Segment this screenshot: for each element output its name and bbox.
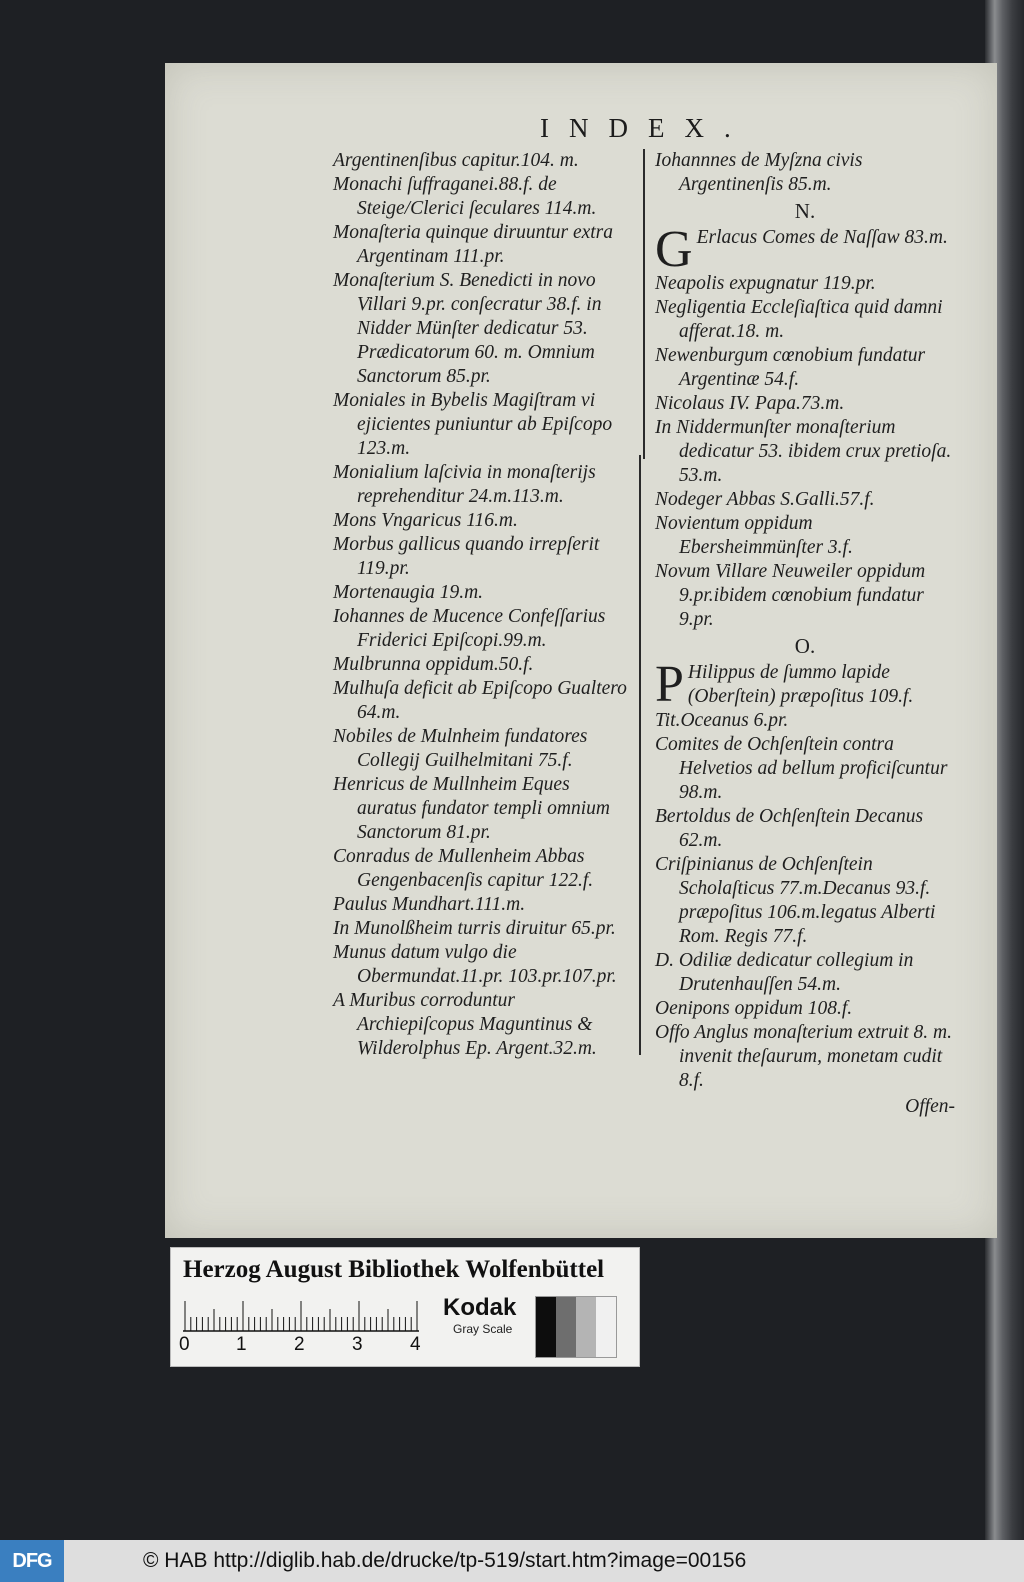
index-entry: Mortenaugia 19.m. bbox=[333, 582, 484, 603]
index-entry: Nodeger Abbas S.Galli.57.f. bbox=[655, 489, 875, 510]
index-entry: Criſpinianus de Ochſenſtein Scholaſticus 77.m.Decanus 93.f. præpoſitus 106.m.legatus Alberti Rom. Regis 77.f. bbox=[655, 854, 936, 947]
index-entry: Monaſterium S. Benedicti in novo Villari 9.pr. conſecratur 38.f. in Nidder Münſter dedicatur 53. Prædicatorum 60. m. Omnium Sanctorum 85.pr. bbox=[333, 270, 602, 387]
index-entry: Paulus Mundhart.111.m. bbox=[333, 894, 526, 915]
gray-patch bbox=[556, 1297, 576, 1357]
index-entry-text: Hilippus de ſummo lapide (Oberſtein) præpoſitus 109.f. bbox=[687, 662, 914, 707]
index-entry: Munus datum vulgo die Obermundat.11.pr. 103.pr.107.pr. bbox=[333, 942, 617, 987]
index-entry bbox=[655, 656, 955, 713]
dfg-logo: DFG bbox=[0, 1540, 64, 1582]
index-entry: Iohannnes de Myſzna civis Argentinenſis 85.m. bbox=[655, 150, 863, 195]
gray-patch bbox=[576, 1297, 596, 1357]
gray-scale-strip bbox=[535, 1296, 617, 1358]
section-letter-o: O. bbox=[794, 634, 816, 658]
index-entry: Conradus de Mullenheim Abbas Gengenbacenſis capitur 122.f. bbox=[333, 846, 594, 891]
ruler-number: 1 bbox=[236, 1334, 247, 1355]
index-entry bbox=[655, 221, 955, 278]
index-entry: Mons Vngaricus 116.m. bbox=[333, 510, 518, 531]
kodak-logo: Kodak bbox=[443, 1294, 517, 1321]
index-entry: Novientum oppidum Ebersheimmünſter 3.f. bbox=[655, 513, 853, 558]
ruler-scale bbox=[183, 1298, 423, 1332]
column-divider bbox=[639, 455, 641, 1055]
index-entry: Henricus de Mullnheim Eques auratus fundator templi omnium Sanctorum 81.pr. bbox=[333, 774, 610, 843]
index-entry: Argentinenſibus capitur.104. m. bbox=[333, 150, 579, 171]
index-entry: Monachi ſuffraganei.88.f. de Steige/Clerici ſeculares 114.m. bbox=[333, 174, 597, 219]
index-entry: Mulhuſa deficit ab Epiſcopo Gualtero 64.m. bbox=[333, 678, 627, 723]
index-entry: Newenburgum cœnobium fundatur Argentinæ 54.f. bbox=[655, 345, 926, 390]
index-entry: Nicolaus IV. Papa.73.m. bbox=[655, 393, 845, 414]
catchword: Offen- bbox=[905, 1096, 955, 1117]
ruler-number: 2 bbox=[294, 1334, 305, 1355]
gray-patch bbox=[536, 1297, 556, 1357]
index-entry: Oenipons oppidum 108.f. bbox=[655, 998, 853, 1019]
column-divider bbox=[643, 149, 645, 459]
index-entry: Tit.Oceanus 6.pr. bbox=[655, 710, 789, 731]
index-entry: D. Odiliæ dedicatur collegium in Drutenhauſſen 54.m. bbox=[655, 950, 914, 995]
kodak-subtitle: Gray Scale bbox=[453, 1322, 513, 1336]
index-entry: Monaſteria quinque diruuntur extra Argentinam 111.pr. bbox=[333, 222, 614, 267]
drop-cap: P bbox=[655, 656, 684, 713]
index-entry: Monialium laſcivia in monaſterijs reprehenditur 24.m.113.m. bbox=[333, 462, 596, 507]
library-label-card bbox=[170, 1247, 640, 1367]
index-entry: Morbus gallicus quando irrepſerit 119.pr. bbox=[333, 534, 600, 579]
index-entry: Comites de Ochſenſtein contra Helvetios ad bellum proficiſcuntur 98.m. bbox=[655, 734, 948, 803]
page-title: INDEX. bbox=[540, 113, 751, 143]
index-entry: Offo Anglus monaſterium extruit 8. m. invenit theſaurum, monetam cudit 8.f. bbox=[655, 1022, 953, 1091]
ruler-numbers bbox=[179, 1334, 429, 1358]
index-entry: Negligentia Eccleſiaſtica quid damni afferat.18. m. bbox=[655, 297, 943, 342]
index-entry: Moniales in Bybelis Magiſtram vi ejicientes puniuntur ab Epiſcopo 123.m. bbox=[333, 390, 613, 459]
index-column-right bbox=[655, 149, 955, 1119]
drop-cap: G bbox=[655, 221, 693, 278]
index-entry: A Muribus corroduntur Archiepiſcopus Maguntinus & Wilderolphus Ep. Argent.32.m. bbox=[333, 990, 597, 1059]
index-entry: Novum Villare Neuweiler oppidum 9.pr.ibidem cœnobium fundatur 9.pr. bbox=[655, 561, 926, 630]
index-entry: Mulbrunna oppidum.50.f. bbox=[333, 654, 534, 675]
index-entry: Nobiles de Mulnheim fundatores Collegij Guilhelmitani 75.f. bbox=[333, 726, 588, 771]
index-entry-text: Erlacus Comes de Naſſaw 83.m. bbox=[696, 227, 948, 248]
scanned-page bbox=[165, 63, 997, 1238]
index-entry: Iohannes de Mucence Confeſſarius Friderici Epiſcopi.99.m. bbox=[333, 606, 606, 651]
gray-patch bbox=[596, 1297, 616, 1357]
footer-bar bbox=[0, 1540, 1024, 1582]
index-entry: In Niddermunſter monaſterium dedicatur 53. ibidem crux pretioſa. 53.m. bbox=[655, 417, 952, 486]
ruler-number: 0 bbox=[179, 1334, 190, 1355]
index-entry: In Munolßheim turris diruitur 65.pr. bbox=[333, 918, 616, 939]
section-letter-n: N. bbox=[794, 199, 816, 223]
index-entry: Neapolis expugnatur 119.pr. bbox=[655, 273, 876, 294]
library-name: Herzog August Bibliothek Wolfenbüttel bbox=[183, 1256, 605, 1283]
copyright-url[interactable]: © HAB http://diglib.hab.de/drucke/tp-519/start.htm?image=00156 bbox=[143, 1549, 747, 1572]
ruler-number: 3 bbox=[352, 1334, 363, 1355]
ruler-number: 4 bbox=[410, 1334, 421, 1355]
index-entry: Bertoldus de Ochſenſtein Decanus 62.m. bbox=[655, 806, 924, 851]
index-column-left bbox=[333, 149, 633, 1061]
